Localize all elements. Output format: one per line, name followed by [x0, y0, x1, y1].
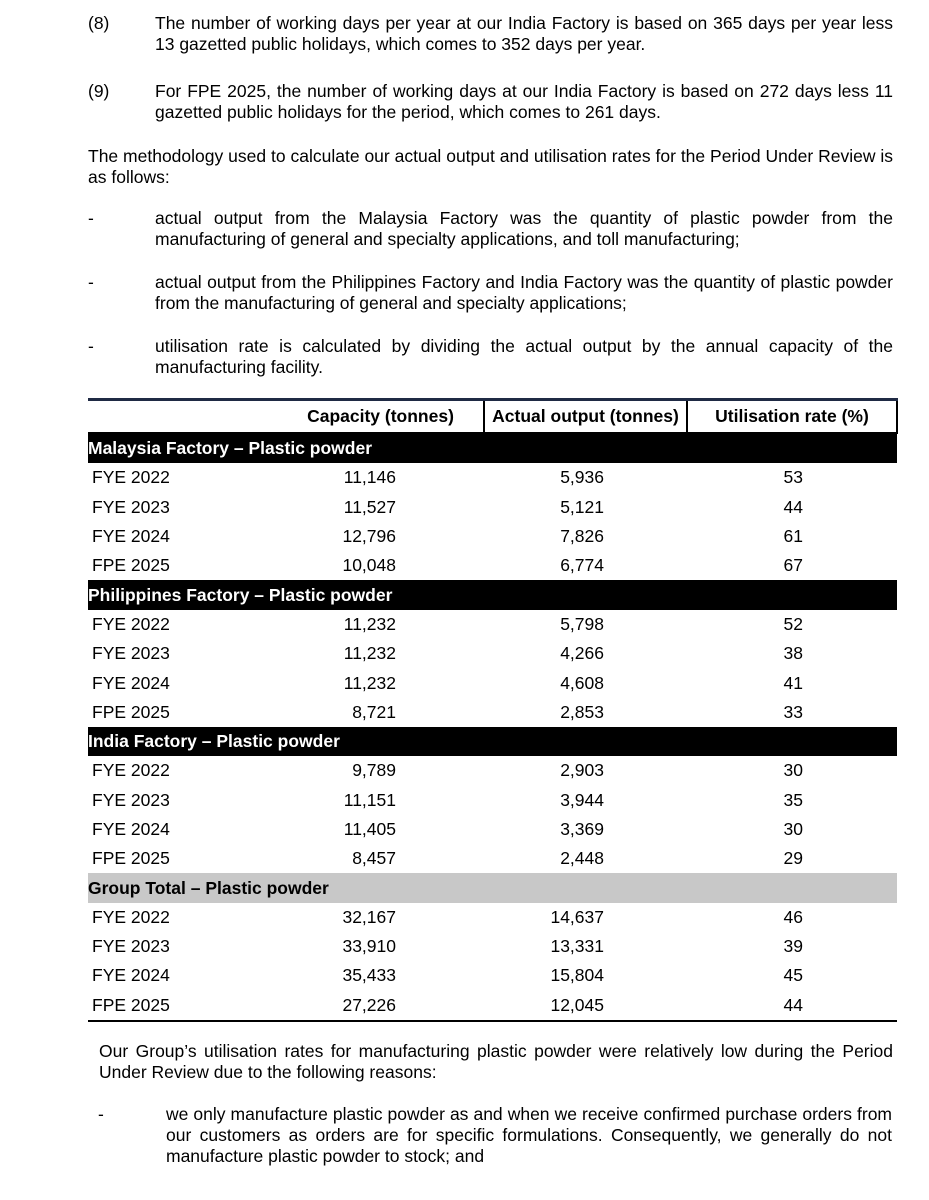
cell-capacity: 11,232 — [343, 672, 396, 693]
cell-output: 4,608 — [560, 672, 604, 693]
cell-capacity: 10,048 — [342, 555, 396, 576]
cell-capacity: 8,721 — [352, 701, 396, 722]
cell-utilisation: 41 — [783, 672, 803, 693]
header-period — [88, 400, 278, 434]
cell-capacity: 11,146 — [343, 467, 396, 488]
cell-output: 5,121 — [560, 496, 604, 517]
note-number: (8) — [88, 13, 110, 33]
note-text: The number of working days per year at our India Factory is based on 365 days per year less 13 gazetted public holidays, which comes to 352 days per year. — [155, 13, 893, 54]
table-row — [88, 610, 897, 639]
cell-period: FPE 2025 — [92, 848, 170, 869]
cell-capacity: 27,226 — [278, 991, 484, 1021]
table-row — [88, 698, 897, 727]
cell-utilisation: 35 — [783, 789, 803, 810]
bullet-dash: - — [88, 272, 94, 292]
cell-capacity: 11,405 — [343, 819, 396, 839]
cell-period: FYE 2022 — [92, 760, 170, 781]
table-row — [88, 756, 897, 785]
cell-utilisation: 38 — [783, 643, 803, 664]
cell-period: FYE 2022 — [92, 613, 170, 634]
cell-capacity: 11,527 — [343, 496, 396, 517]
cell-period: FYE 2024 — [92, 819, 170, 839]
table-row — [88, 903, 897, 932]
table-row — [88, 463, 897, 492]
utilisation-table — [88, 398, 898, 1022]
bullet-dash: - — [88, 336, 94, 356]
section-title: Philippines Factory – Plastic powder — [88, 580, 897, 609]
cell-period: FYE 2023 — [92, 643, 170, 664]
cell-capacity: 9,789 — [352, 760, 396, 781]
table-row — [88, 493, 897, 522]
table-row — [88, 639, 897, 668]
cell-output: 15,804 — [550, 965, 604, 986]
cell-output: 14,637 — [550, 906, 604, 927]
cell-output: 2,853 — [560, 701, 604, 722]
cell-output: 7,826 — [560, 526, 604, 547]
cell-period: FYE 2023 — [92, 789, 170, 810]
cell-period: FPE 2025 — [92, 555, 170, 576]
cell-period: FYE 2022 — [92, 906, 170, 927]
cell-utilisation: 33 — [783, 701, 803, 722]
cell-output: 2,448 — [560, 848, 604, 869]
cell-output: 4,266 — [560, 643, 604, 664]
table-row — [88, 844, 897, 873]
cell-output: 6,774 — [560, 555, 604, 576]
bullet-text: utilisation rate is calculated by dividing the actual output by the annual capacity of the manufacturing facility. — [155, 336, 893, 377]
cell-capacity: 11,232 — [343, 613, 396, 634]
cell-period: FYE 2024 — [92, 965, 170, 986]
cell-utilisation: 46 — [783, 906, 803, 927]
section-title: Malaysia Factory – Plastic powder — [88, 433, 687, 463]
cell-utilisation: 44 — [783, 496, 803, 517]
header-utilisation-rate: Utilisation rate (%) — [687, 400, 897, 434]
cell-capacity: 32,167 — [342, 906, 396, 927]
cell-output: 5,936 — [560, 467, 604, 488]
cell-period: FYE 2023 — [92, 496, 170, 517]
section-title: Group Total – Plastic powder — [88, 873, 897, 902]
methodology-intro: The methodology used to calculate our actual output and utilisation rates for the Period Under Review is as follows: — [88, 146, 893, 187]
header-actual-output: Actual output (tonnes) — [484, 400, 687, 434]
table-row — [88, 668, 897, 697]
cell-utilisation: 30 — [783, 760, 803, 781]
cell-period: FYE 2024 — [92, 526, 170, 547]
bullet-text: actual output from the Malaysia Factory was the quantity of plastic powder from the manufacturing of general and specialty applications, and toll manufacturing; — [155, 208, 893, 249]
table-row — [88, 815, 897, 844]
section-header-group-total — [88, 873, 897, 902]
bullet-dash: - — [98, 1104, 104, 1124]
table-row — [88, 786, 897, 815]
table-row — [88, 522, 897, 551]
cell-utilisation: 52 — [783, 613, 803, 634]
cell-utilisation: 29 — [783, 848, 803, 869]
cell-output: 2,903 — [560, 760, 604, 781]
cell-utilisation: 45 — [783, 965, 803, 986]
cell-period: FPE 2025 — [88, 991, 278, 1021]
cell-utilisation: 30 — [783, 819, 803, 839]
cell-period: FPE 2025 — [92, 701, 170, 722]
cell-output: 12,045 — [484, 991, 687, 1021]
note-number: (9) — [88, 81, 110, 101]
section-header-philippines — [88, 580, 897, 609]
bullet-text: we only manufacture plastic powder as and when we receive confirmed purchase orders from our customers as orders are for specific formulations. Consequently, we generally do not manufacture plastic powder to stock; and — [166, 1104, 892, 1166]
section-header-india — [88, 727, 897, 756]
table-row — [88, 551, 897, 580]
cell-capacity: 12,796 — [342, 526, 396, 547]
bullet-dash: - — [88, 208, 94, 228]
cell-capacity: 11,232 — [343, 643, 396, 664]
cell-utilisation: 61 — [783, 526, 803, 547]
cell-utilisation: 39 — [783, 936, 803, 957]
cell-output: 5,798 — [560, 613, 604, 634]
table-row — [88, 991, 897, 1021]
cell-output: 3,944 — [560, 789, 604, 810]
cell-period: FYE 2022 — [92, 467, 170, 488]
table-row — [88, 961, 897, 990]
cell-capacity: 33,910 — [342, 936, 396, 957]
cell-capacity: 35,433 — [342, 965, 396, 986]
cell-capacity: 8,457 — [352, 848, 396, 869]
cell-utilisation: 67 — [783, 555, 803, 576]
header-capacity: Capacity (tonnes) — [278, 400, 484, 434]
reasons-intro: Our Group’s utilisation rates for manufacturing plastic powder were relatively low during the Period Under Review due to the following reasons: — [99, 1041, 893, 1082]
cell-utilisation: 44 — [687, 991, 897, 1021]
cell-period: FYE 2023 — [92, 936, 170, 957]
section-title: India Factory – Plastic powder — [88, 727, 687, 756]
cell-output: 3,369 — [560, 819, 604, 839]
cell-output: 13,331 — [550, 936, 604, 957]
note-text: For FPE 2025, the number of working days at our India Factory is based on 272 days less 11 gazetted public holidays for the period, which comes to 261 days. — [155, 81, 893, 122]
cell-capacity: 11,151 — [343, 789, 396, 810]
section-header-malaysia — [88, 433, 897, 463]
table-header-row — [88, 400, 897, 434]
cell-utilisation: 53 — [783, 467, 803, 488]
table-row — [88, 932, 897, 961]
cell-period: FYE 2024 — [92, 672, 170, 693]
bullet-text: actual output from the Philippines Factory and India Factory was the quantity of plastic powder from the manufacturing of general and specialty applications; — [155, 272, 893, 313]
